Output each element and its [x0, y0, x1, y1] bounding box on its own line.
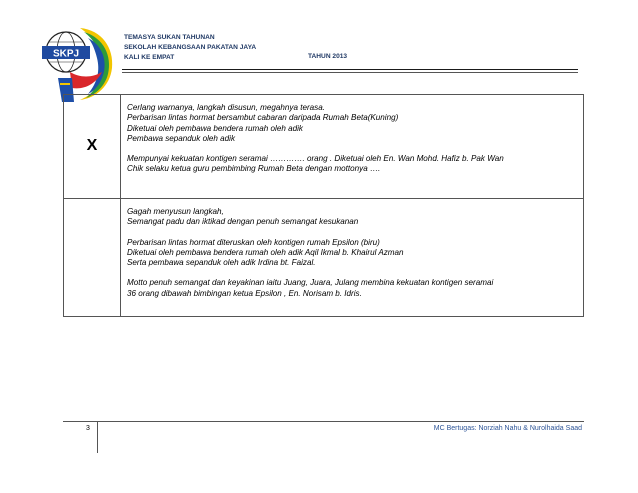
script-table — [63, 94, 584, 317]
text-line: Gagah menyusun langkah, — [127, 207, 224, 216]
header-block — [124, 33, 256, 63]
text-line: Chik selaku ketua guru pembimbing Rumah Beta dengan mottonya …. — [127, 164, 381, 174]
text-line: Mempunyai kekuatan kontigen seramai …………. orang . Diketuai oleh En. Wan Mohd. Hafiz b. Pak Wan — [127, 154, 504, 164]
page-number: 3 — [86, 425, 90, 432]
header-divider-thin — [122, 72, 578, 73]
text-line: Diketuai oleh pembawa bendera rumah oleh adik — [127, 123, 303, 133]
text-line: Motto penuh semangat dan keyakinan iaitu Juang, Juara, Julang membina kekuatan kontigen seramai — [127, 278, 494, 288]
row-mark-cell — [64, 199, 121, 317]
header-divider — [122, 69, 578, 70]
row-content-cell — [121, 95, 584, 199]
table-row — [64, 199, 584, 317]
row-mark: X — [86, 136, 98, 154]
text-line: Cerlang warnanya, langkah disusun, megahnya terasa. — [127, 103, 325, 112]
header-line-1: TEMASYA SUKAN TAHUNAN — [124, 34, 215, 41]
text-line: Pembawa sepanduk oleh adik — [127, 133, 235, 143]
text-line: Semangat padu dan iktikad dengan penuh semangat kesukanan — [127, 217, 359, 227]
text-line: Serta pembawa sepanduk oleh adik Irdina bt. Faizal. — [127, 258, 316, 268]
text-line: 36 orang dibawah bimbingan ketua Epsilon , En. Norisam b. Idris. — [127, 288, 362, 298]
text-line: Perbarisan lintas hormat bersambut cabaran daripada Rumah Beta(Kuning) — [127, 113, 399, 123]
footer-credit: MC Bertugas: Norziah Nahu & Nurolhaida Saad — [433, 425, 582, 432]
school-logo — [40, 22, 118, 104]
header-line-3: KALI KE EMPAT — [124, 54, 175, 61]
row-content-cell — [121, 199, 584, 317]
header-year: TAHUN 2013 — [308, 53, 348, 60]
header-line-2: SEKOLAH KEBANGSAAN PAKATAN JAYA — [124, 44, 257, 51]
footer-vertical-divider — [97, 421, 98, 453]
text-line: Diketuai oleh pembawa bendera rumah oleh adik Aqil Ikmal b. Khairul Azman — [127, 247, 404, 257]
text-line: Perbarisan lintas hormat diteruskan oleh kontigen rumah Epsilon (biru) — [127, 237, 380, 247]
row-mark-cell — [64, 95, 121, 199]
table-row — [64, 95, 584, 199]
logo-text: SKPJ — [52, 48, 80, 60]
footer-divider — [63, 421, 584, 422]
